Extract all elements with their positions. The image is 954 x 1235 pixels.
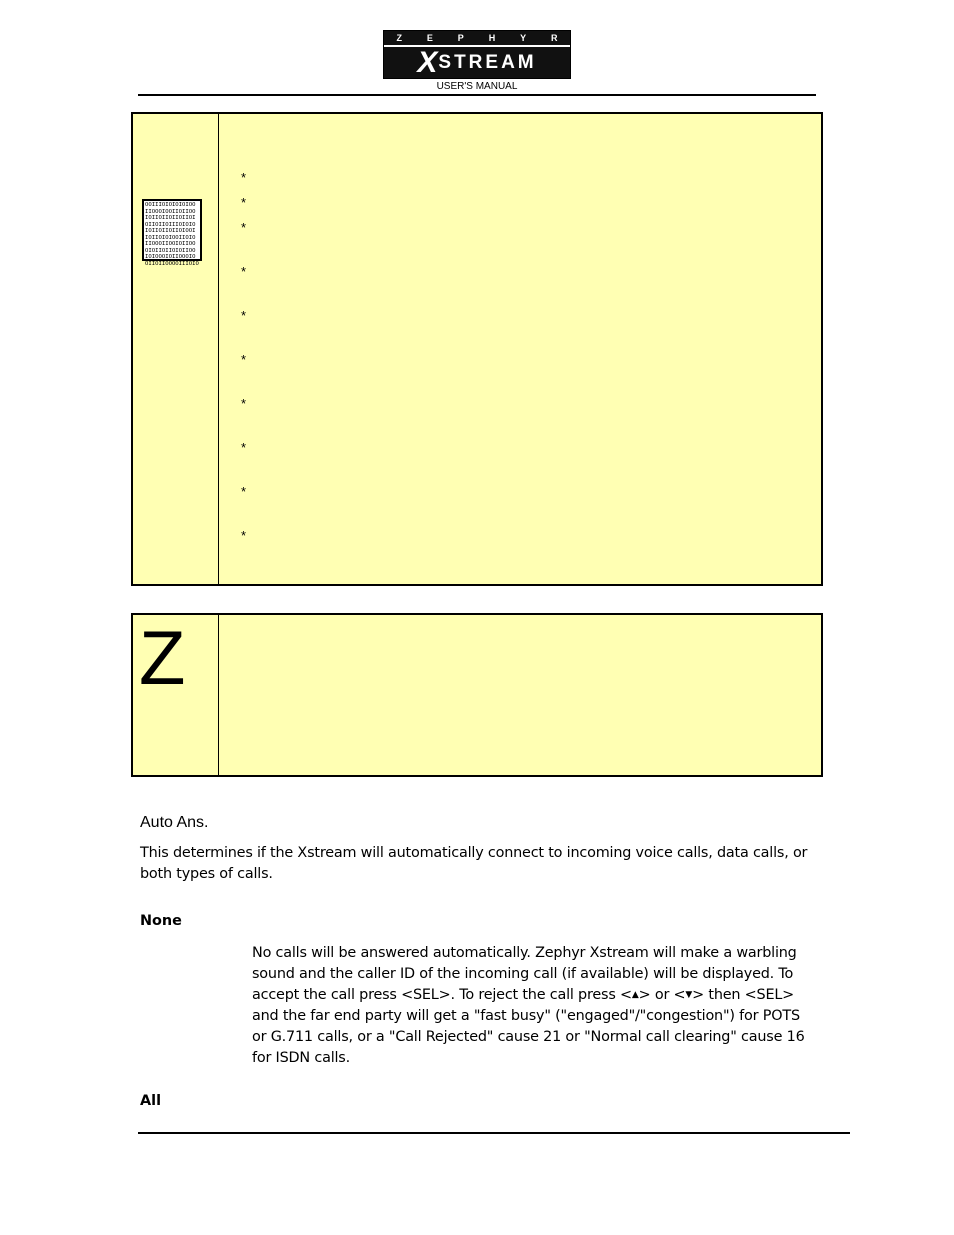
logo-word: STREAM (438, 51, 537, 73)
option-none-label: None (140, 913, 182, 929)
binary-data-icon: OOIIIOIOIOIOIOO IIOOOIOOIIOIIOO IOIIOIIOIIOIIOI OIIOIIOIIIOIOIO IOIIOIIOIIOIOOI IOIIOIOIOOIIOIO IIOOOIIOOIOIIOO OIOIIOIIOIOIIOO IOIOOOIOIIOOOIO OIIOIIOOOOIIIOIO (142, 199, 202, 261)
bullet-star: * (241, 440, 247, 455)
down-arrow-icon: ▼ (685, 990, 693, 1000)
bullet-star: * (241, 352, 247, 367)
note-box-z (131, 613, 823, 777)
bullet-star: * (241, 528, 247, 543)
note-box-content (219, 114, 821, 584)
bullet-star: * (241, 220, 247, 235)
option-all-label: All (140, 1093, 162, 1109)
up-arrow-icon: ▲ (631, 990, 639, 1000)
note-box-icon-cell (133, 615, 219, 775)
note-box-icon-cell (133, 114, 219, 584)
zephyr-xstream-logo (383, 30, 571, 79)
option-none-description: No calls will be answered automatically. Zephyr Xstream will make a warbling sound and the caller ID of the incoming call (if available) will be displayed. To accept the call press <SEL>. To reject the call press <▲> or <▼> then <SEL> and the far end party will get a "fast busy" ("engaged"/"congestion") for POTS or G.711 calls, or a "Call Rejected" cause 21 or "Normal call clearing" cause 16 for ISDN calls. (252, 945, 805, 1066)
note-box-binary (131, 112, 823, 586)
manual-label: USER'S MANUAL (436, 81, 518, 92)
bullet-star: * (241, 396, 247, 411)
section-intro: This determines if the Xstream will automatically connect to incoming voice calls, data calls, or both types of calls. (140, 845, 808, 882)
header-rule (138, 94, 816, 96)
logo-wordmark (384, 47, 570, 78)
note-box-content (219, 615, 821, 775)
logo-x: X (417, 45, 438, 79)
logo-top-letters: Z E P H Y R (384, 31, 570, 47)
bullet-star: * (241, 264, 247, 279)
footer-rule (138, 1132, 850, 1134)
z-glyph-icon: Z (139, 616, 186, 701)
bullet-star: * (241, 195, 247, 210)
bullet-star: * (241, 170, 247, 185)
bullet-star: * (241, 484, 247, 499)
bullet-star: * (241, 308, 247, 323)
section-heading: Auto Ans. (140, 814, 209, 831)
